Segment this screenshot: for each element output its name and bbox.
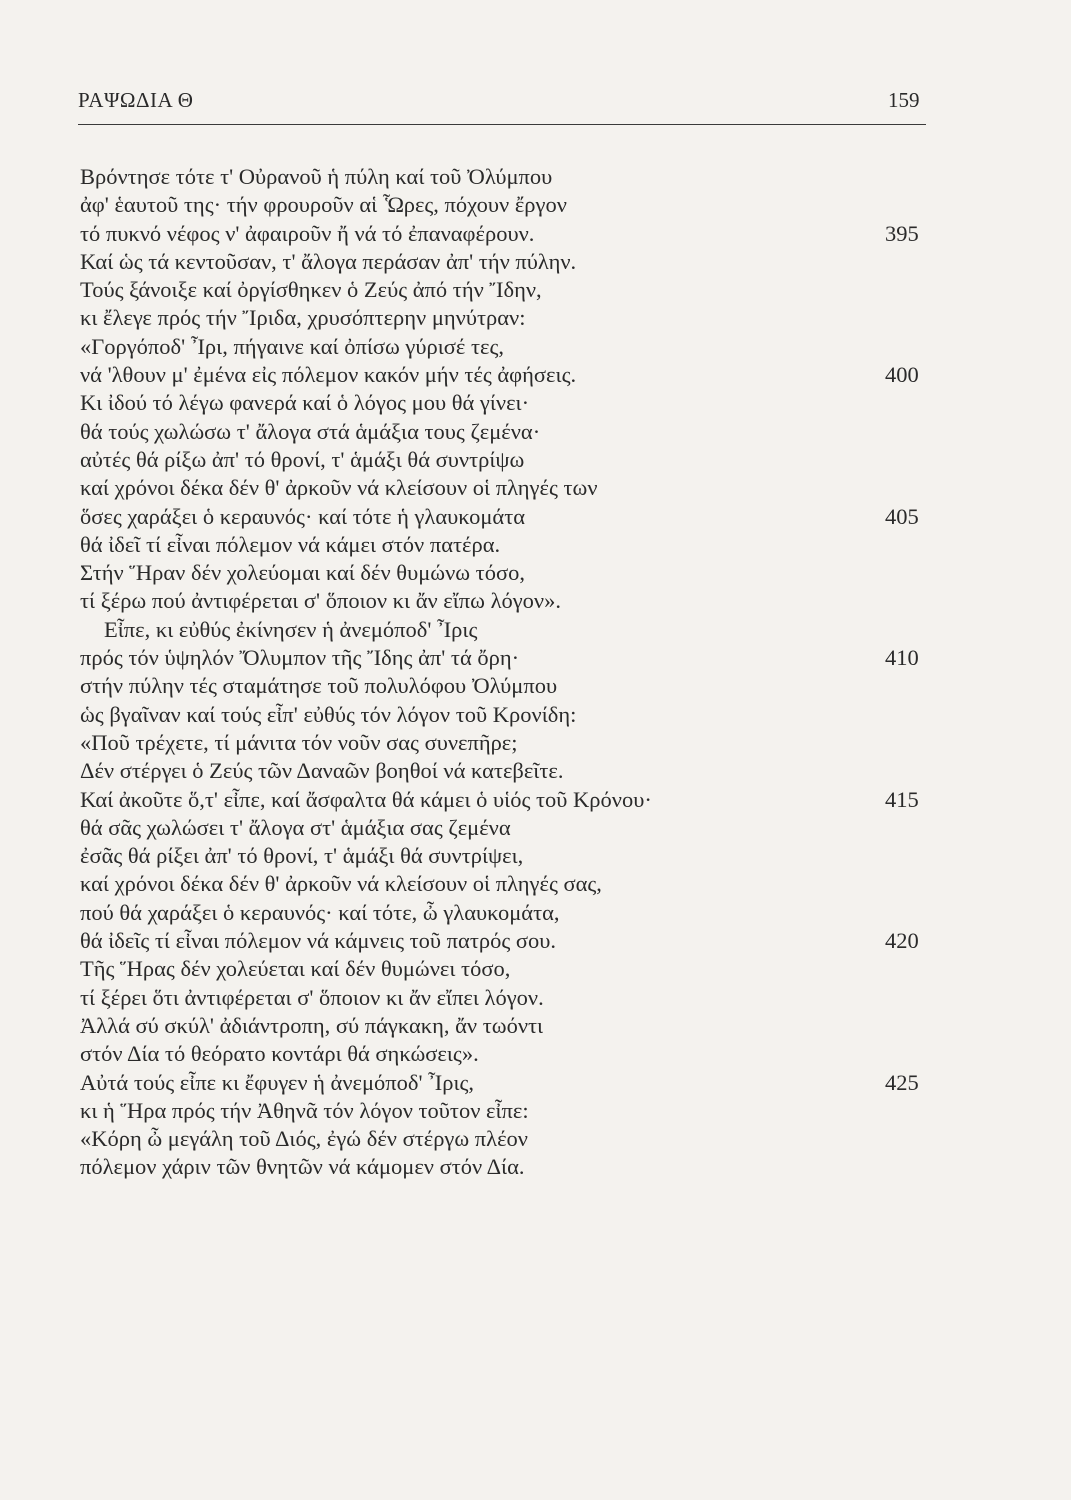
verse-line	[80, 927, 940, 955]
verse-line	[80, 1012, 940, 1040]
verse-text: Καί ἀκοῦτε ὅ,τ' εἶπε, καί ἄσφαλτα θά κάμει ὁ υἱός τοῦ Κρόνου·	[80, 786, 652, 812]
verse-line	[80, 1040, 940, 1068]
verse-line	[80, 503, 940, 531]
verse-text: πρός τόν ὑψηλόν Ὄλυμπον τῆς Ἴδης ἀπ' τά ὄρη·	[80, 645, 520, 671]
verse-line	[80, 644, 940, 672]
verse-line	[80, 220, 940, 248]
verse-line	[80, 446, 940, 474]
verse-text: Ἀλλά σύ σκύλ' ἀδιάντροπη, σύ πάγκακη, ἄν τωόντι	[80, 1012, 544, 1038]
running-head: ΡΑΨΩΔΙΑ Θ	[78, 88, 194, 112]
verse-text: ὡς βγαῖναν καί τούς εἶπ' εὐθύς τόν λόγον τοῦ Κρονίδη:	[80, 701, 577, 727]
verse-line	[80, 1125, 940, 1153]
verse-line	[80, 1097, 940, 1125]
line-number: 405	[885, 503, 919, 529]
verse-line	[80, 672, 940, 700]
verse-line	[80, 587, 940, 615]
verse-list	[80, 163, 940, 1182]
verse-text: στόν Δία τό θεόρατο κοντάρι θά σηκώσεις».	[80, 1041, 479, 1067]
verse-line	[80, 899, 940, 927]
verse-text: ἀφ' ἑαυτοῦ της· τήν φρουροῦν αἱ Ὧρες, πόχουν ἔργον	[80, 192, 567, 218]
verse-line	[80, 984, 940, 1012]
verse-line	[80, 870, 940, 898]
verse-text: Τούς ξάνοιξε καί ὀργίσθηκεν ὁ Ζεύς ἀπό τήν Ἴδην,	[80, 277, 542, 303]
verse-line	[80, 418, 940, 446]
verse-text: κι ἡ Ἥρα πρός τήν Ἀθηνᾶ τόν λόγον τοῦτον εἶπε:	[80, 1097, 529, 1123]
verse-line	[80, 389, 940, 417]
verse-line	[80, 276, 940, 304]
verse-line	[80, 955, 940, 983]
verse-text: νά 'λθουν μ' ἐμένα εἰς πόλεμον κακόν μήν τές ἀφήσεις.	[80, 362, 577, 388]
verse-text: θά ἰδεῖ τί εἶναι πόλεμον νά κάμει στόν πατέρα.	[80, 531, 501, 557]
verse-line	[80, 757, 940, 785]
verse-text: ὅσες χαράξει ὁ κεραυνός· καί τότε ἡ γλαυκομάτα	[80, 503, 526, 529]
verse-text: ἐσᾶς θά ρίξει ἀπ' τό θρονί, τ' ἁμάξι θά συντρίψει,	[80, 843, 524, 869]
verse-line	[80, 1153, 940, 1181]
verse-line	[80, 333, 940, 361]
verse-line	[80, 1069, 940, 1097]
verse-line	[80, 729, 940, 757]
verse-line	[80, 616, 940, 644]
verse-text: πόλεμον χάριν τῶν θνητῶν νά κάμομεν στόν Δία.	[80, 1154, 525, 1180]
verse-text: «Γοργόποδ' Ἶρι, πήγαινε καί ὀπίσω γύρισέ τες,	[80, 333, 505, 359]
verse-text: πού θά χαράξει ὁ κεραυνός· καί τότε, ὦ γλαυκομάτα,	[80, 899, 560, 925]
verse-text: Τῆς Ἥρας δέν χολεύεται καί δέν θυμώνει τόσο,	[80, 956, 511, 982]
verse-line	[80, 474, 940, 502]
verse-text: καί χρόνοι δέκα δέν θ' ἀρκοῦν νά κλείσουν οἱ πληγές των	[80, 475, 598, 501]
verse-text: στήν πύλην τές σταμάτησε τοῦ πολυλόφου Ὀλύμπου	[80, 673, 558, 699]
verse-text: Στήν Ἥραν δέν χολεύομαι καί δέν θυμώνω τόσο,	[80, 560, 525, 586]
line-number: 400	[885, 362, 919, 388]
verse-text: Βρόντησε τότε τ' Οὐρανοῦ ἡ πύλη καί τοῦ Ὀλύμπου	[80, 164, 553, 189]
line-number: 410	[885, 645, 919, 671]
verse-line	[80, 531, 940, 559]
verse-text: «Κόρη ὦ μεγάλη τοῦ Διός, ἐγώ δέν στέργω πλέον	[80, 1126, 528, 1152]
line-number: 420	[885, 928, 919, 954]
verse-text: θά σᾶς χωλώσει τ' ἄλογα στ' ἁμάξια σας ζεμένα	[80, 814, 511, 840]
verse-line	[80, 191, 940, 219]
page-number: 159	[888, 88, 920, 112]
verse-line	[80, 163, 940, 191]
line-number: 415	[885, 786, 919, 812]
verse-text: Αὐτά τούς εἶπε κι ἔφυγεν ἡ ἀνεμόποδ' Ἶρις,	[80, 1069, 475, 1095]
line-number: 425	[885, 1069, 919, 1095]
line-number: 395	[885, 220, 919, 246]
verse-text: καί χρόνοι δέκα δέν θ' ἀρκοῦν νά κλείσουν οἱ πληγές σας,	[80, 871, 602, 897]
verse-text: αὐτές θά ρίξω ἀπ' τό θρονί, τ' ἁμάξι θά συντρίψω	[80, 446, 525, 472]
verse-text: θά ἰδεῖς τί εἶναι πόλεμον νά κάμνεις τοῦ πατρός σου.	[80, 928, 557, 954]
verse-line	[80, 842, 940, 870]
verse-text: τί ξέρει ὅτι ἀντιφέρεται σ' ὅποιον κι ἄν εἴπει λόγον.	[80, 984, 544, 1010]
verse-text: κι ἔλεγε πρός τήν Ἴριδα, χρυσόπτερην μηνύτραν:	[80, 305, 526, 331]
verse-text: τί ξέρω πού ἀντιφέρεται σ' ὅποιον κι ἄν εἴπω λόγον».	[80, 588, 561, 614]
verse-text: θά τούς χωλώσω τ' ἄλογα στά ἁμάξια τους ζεμένα·	[80, 418, 541, 444]
verse-line	[80, 814, 940, 842]
verse-line	[80, 361, 940, 389]
verse-text: Εἶπε, κι εὐθύς ἐκίνησεν ἡ ἀνεμόποδ' Ἶρις	[104, 616, 478, 642]
verse-text: Καί ὡς τά κεντοῦσαν, τ' ἄλογα περάσαν ἀπ' τήν πύλην.	[80, 248, 577, 274]
verse-line	[80, 701, 940, 729]
verse-text: Κι ἰδού τό λέγω φανερά καί ὁ λόγος μου θά γίνει·	[80, 390, 530, 416]
verse-text: Δέν στέργει ὁ Ζεύς τῶν Δαναῶν βοηθοί νά κατεβεῖτε.	[80, 758, 564, 784]
verse-text: τό πυκνό νέφος ν' ἀφαιροῦν ἤ νά τό ἐπαναφέρουν.	[80, 220, 535, 246]
header-rule	[78, 124, 926, 125]
verse-line	[80, 559, 940, 587]
verse-line	[80, 786, 940, 814]
verse-line	[80, 304, 940, 332]
verse-text: «Ποῦ τρέχετε, τί μάνιτα τόν νοῦν σας συνεπῆρε;	[80, 729, 518, 755]
verse-line	[80, 248, 940, 276]
